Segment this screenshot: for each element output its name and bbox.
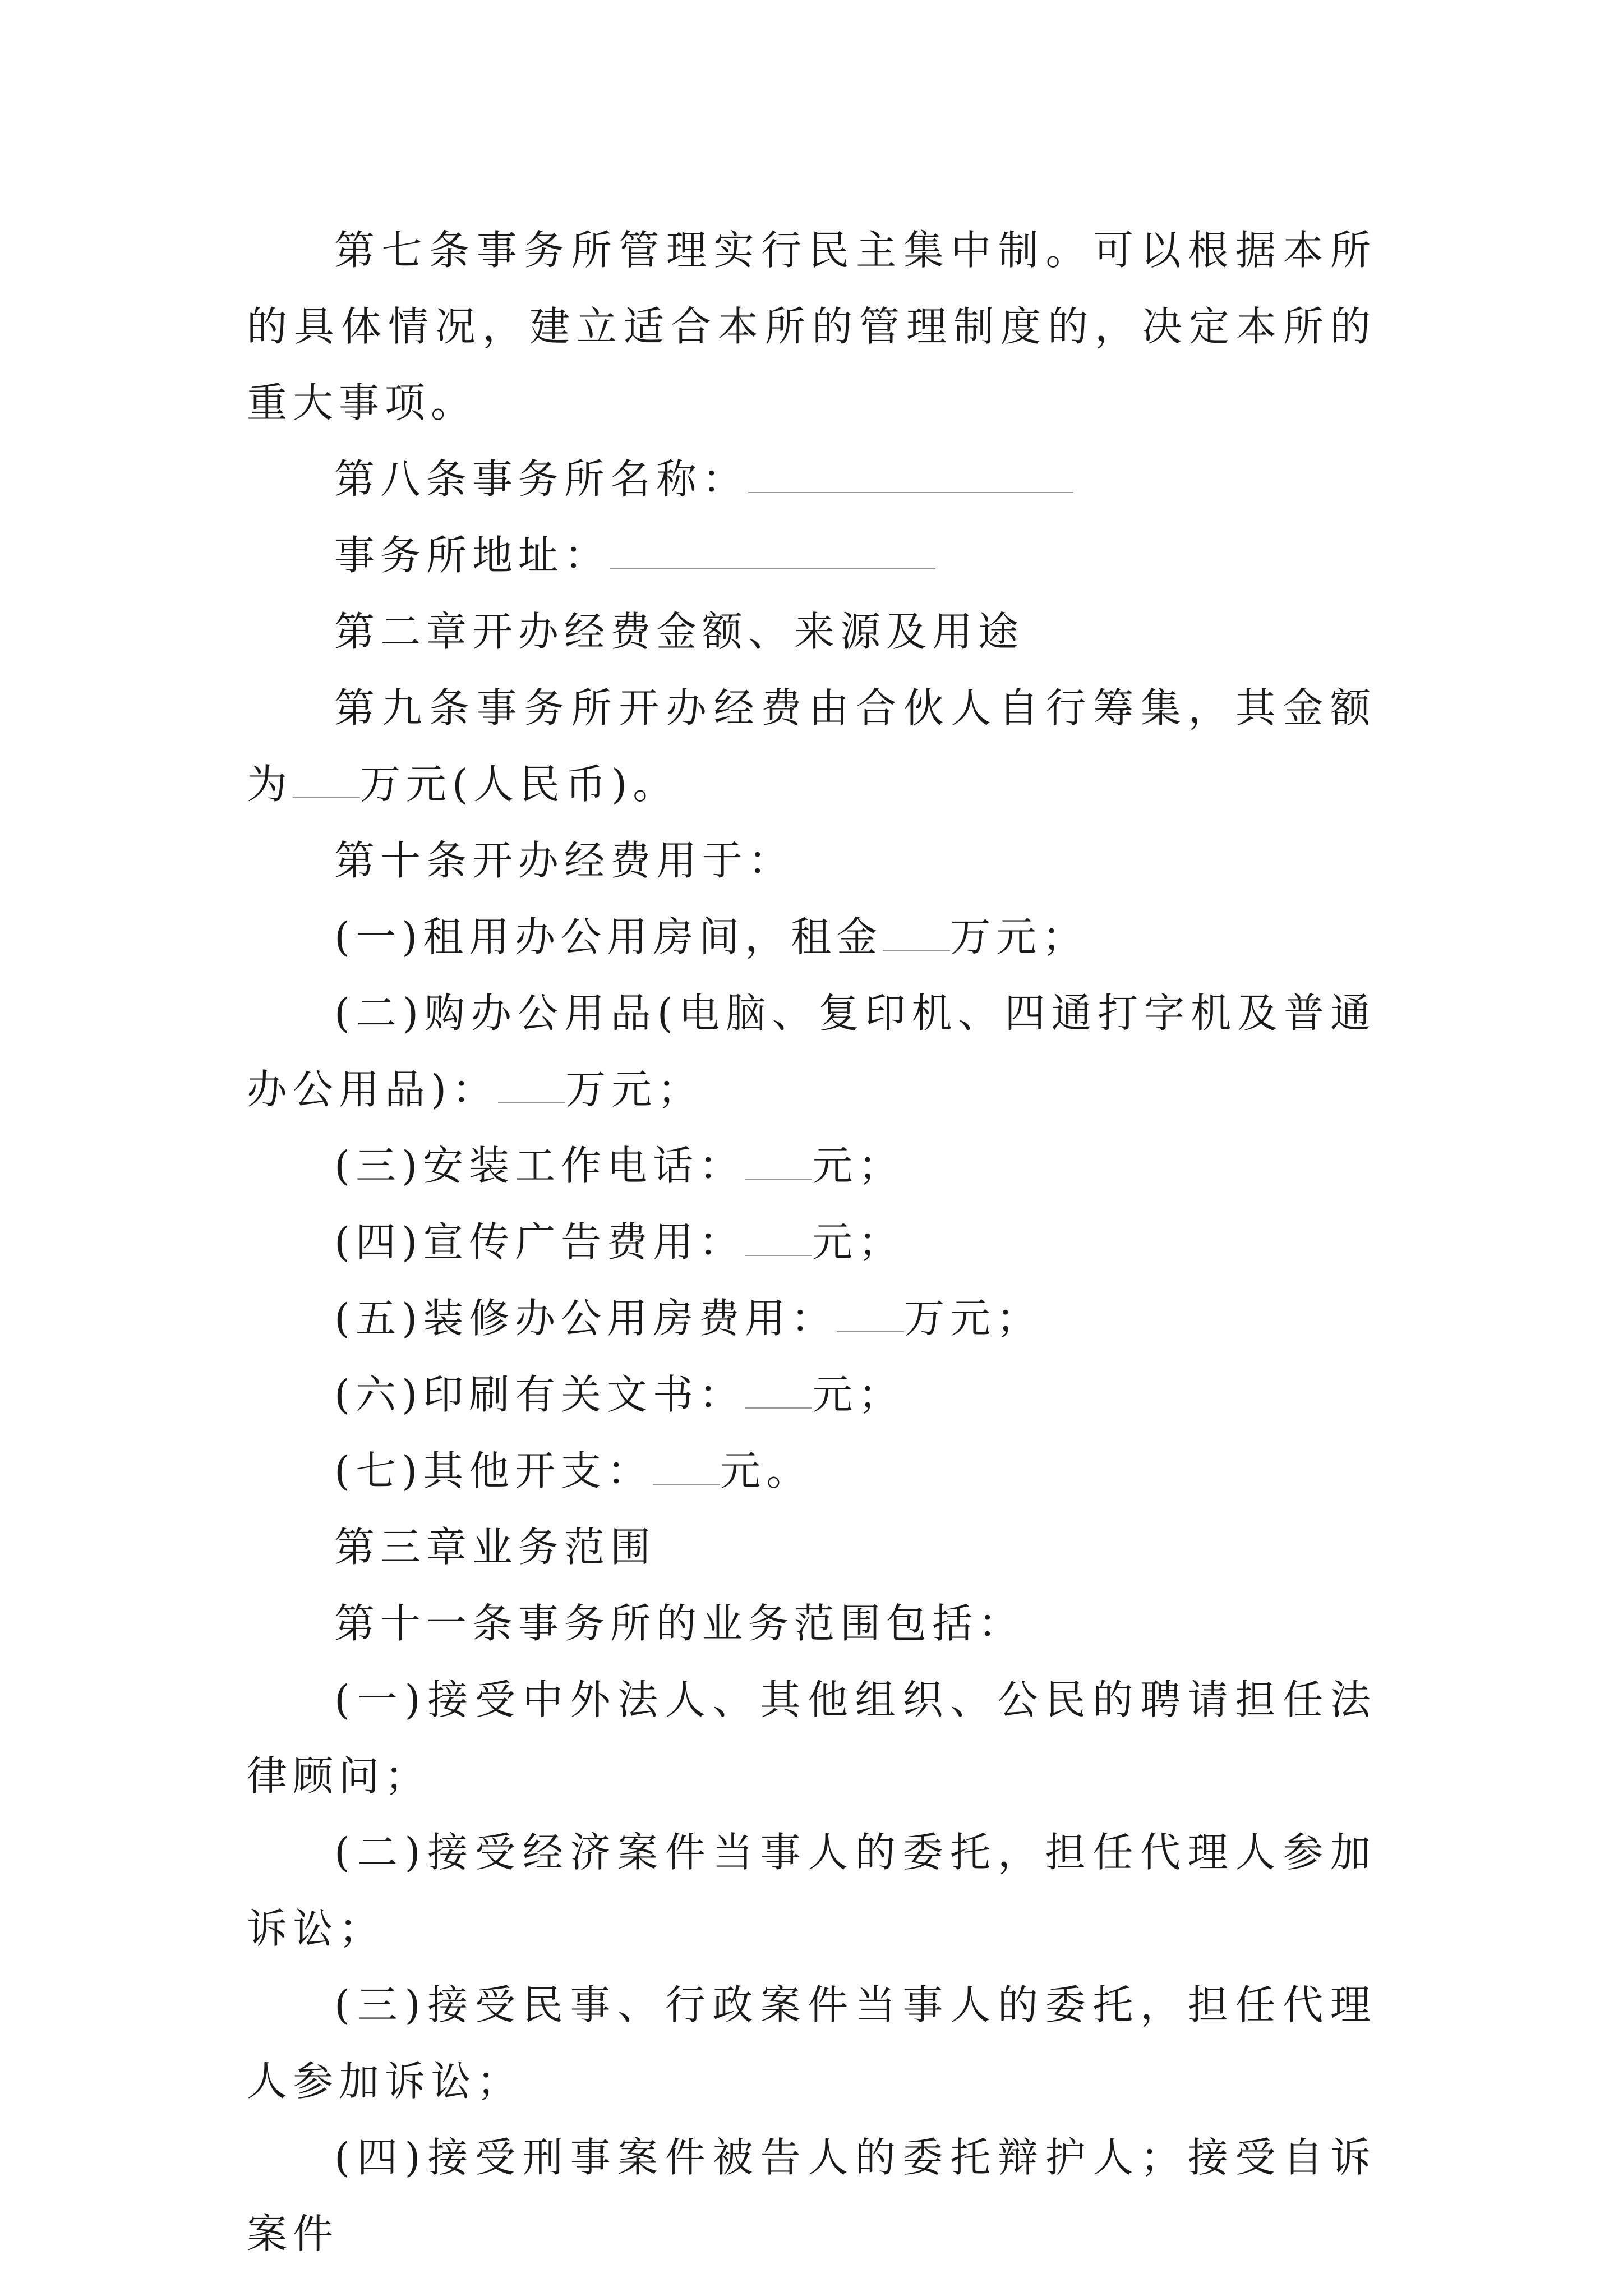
article-9-text-before: 第九条事务所开办经费由合伙人自行筹集，其金额为	[247, 684, 1376, 808]
article-8-name-line	[247, 441, 1376, 517]
expense-item-2-unit: 万元；	[565, 1066, 704, 1113]
scope-item-2: (二)接受经济案件当事人的委托，担任代理人参加诉讼；	[247, 1829, 1376, 1952]
expense-item-6	[247, 1356, 1376, 1433]
expense-item-3-label: (三)安装工作电话：	[334, 1142, 745, 1189]
expense-item-3-unit: 元；	[812, 1142, 905, 1189]
expense-item-4-blank	[745, 1222, 812, 1256]
article-9-text-after: 万元(人民币)。	[360, 761, 679, 808]
expense-item-4-label: (四)宣传广告费用：	[334, 1218, 745, 1266]
expense-item-3	[247, 1128, 1376, 1204]
expense-item-2-blank	[498, 1070, 565, 1103]
scope-item-4: (四)接受刑事案件被告人的委托辩护人；接受自诉案件	[247, 2134, 1376, 2257]
expense-item-1-blank	[883, 917, 950, 951]
firm-address-label: 事务所地址：	[334, 532, 611, 579]
expense-item-4	[247, 1204, 1376, 1280]
expense-item-6-label: (六)印刷有关文书：	[334, 1371, 745, 1418]
scope-item-3: (三)接受民事、行政案件当事人的委托，担任代理人参加诉讼；	[247, 1981, 1376, 2105]
expense-item-6-unit: 元；	[812, 1371, 905, 1418]
article-9-amount-blank	[293, 765, 360, 798]
firm-name-label: 第八条事务所名称：	[334, 455, 749, 503]
expense-item-5-blank	[837, 1299, 904, 1332]
expense-item-1-unit: 万元；	[950, 913, 1089, 960]
expense-item-5-unit: 万元；	[904, 1295, 1043, 1342]
expense-item-2	[247, 975, 1376, 1128]
chapter-2-heading: 第二章开办经费金额、来源及用途	[334, 608, 1025, 655]
article-9-paragraph	[247, 670, 1376, 822]
scope-item-1: (一)接受中外法人、其他组织、公民的聘请担任法律顾问；	[247, 1676, 1376, 1800]
firm-name-blank	[748, 459, 1073, 493]
chapter-3-heading: 第三章业务范围	[334, 1524, 657, 1571]
expense-item-2-label: (二)购办公用品(电脑、复印机、四通打字机及普通办公用品)：	[247, 990, 1376, 1113]
article-11-heading: 第十一条事务所的业务范围包括：	[334, 1600, 1025, 1647]
firm-address-line	[247, 517, 1376, 593]
expense-item-7-blank	[653, 1451, 720, 1485]
expense-item-7	[247, 1433, 1376, 1509]
article-10-heading: 第十条开办经费用于：	[334, 837, 795, 884]
expense-item-6-blank	[745, 1375, 812, 1409]
expense-item-1-label: (一)租用办公用房间，租金	[334, 913, 883, 960]
document-body	[247, 212, 1376, 2272]
expense-item-3-blank	[745, 1146, 812, 1180]
firm-address-blank	[610, 536, 935, 569]
expense-item-5	[247, 1280, 1376, 1356]
expense-item-1	[247, 899, 1376, 975]
article-7-paragraph: 第七条事务所管理实行民主集中制。可以根据本所的具体情况，建立适合本所的管理制度的，决定本所的重大事项。	[247, 227, 1376, 426]
expense-item-7-label: (七)其他开支：	[334, 1447, 653, 1494]
expense-item-4-unit: 元；	[812, 1218, 905, 1266]
expense-item-7-unit: 元。	[720, 1447, 813, 1494]
expense-item-5-label: (五)装修办公用房费用：	[334, 1295, 837, 1342]
